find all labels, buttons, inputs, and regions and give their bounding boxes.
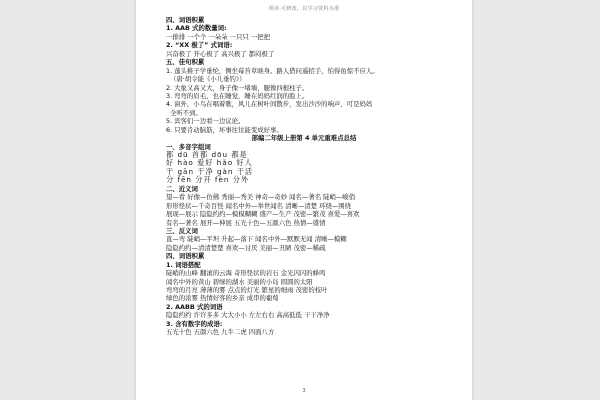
- text-line: （唐·胡令能《小儿垂钓》）: [170, 75, 246, 84]
- section-heading: 四、词语积累: [166, 16, 205, 24]
- section-heading: 一、多音字组词: [166, 142, 211, 151]
- text-line: 一排排 一个个 一朵朵 一只只 一把把: [166, 32, 270, 41]
- section-heading: 2. “XX 极了” 式词语:: [166, 41, 233, 50]
- text-line: 形形怪状—千奇百怪 闻名中外—举世闻名 清晰—清楚 环绕—围绕: [166, 201, 352, 210]
- text-line: 绿色的浓雾 热情好客的乡亲 成串的葡萄: [166, 294, 279, 303]
- section-heading: 四、词语积累: [166, 252, 205, 261]
- text-line: 3. 弯弯的眉毛，也在睡觉，睡在妈妈红润的脸上。: [166, 91, 309, 100]
- text-line: 有名—著名 展开—伸展 五光十色—五颜六色 热情—盛情: [166, 218, 326, 227]
- text-line: 隐隐约约 许许多多 大大小小 左左右右 高高低低 干干净净: [166, 311, 330, 320]
- section-heading: 1. 词语搭配: [166, 260, 201, 269]
- section-heading: 1. AAB 式的数量词:: [166, 24, 227, 33]
- section-heading: 3. 含有数字的成语:: [166, 319, 223, 328]
- text-line: 陡峭的山峰 翻滚的云海 奇形怪状的岩石 金光闪闪的蜂鸣: [166, 269, 326, 278]
- section-heading: 三、反义词: [166, 226, 198, 235]
- text-line: 五光十色 五颜六色 九牛二虎 四面八方: [166, 328, 275, 337]
- text-line: 弯弯的月亮 薄薄的雾 点点的灯光 繁星的细雨 茂密的枝叶: [166, 286, 328, 294]
- header-note: 预读·可修改，以学习资料为准: [268, 6, 340, 12]
- text-line: 好 hào 爱好 hǎo 好人: [166, 158, 253, 168]
- section-heading: 2. AABB 式的词语: [166, 302, 223, 311]
- section-heading: 二、近义词: [166, 184, 198, 193]
- text-line: 兴奋极了 开心极了 高兴极了 都闷极了: [166, 49, 275, 58]
- text-line: 展现—展示 隐隐约约—模模糊糊 盛产—生产 茂密—繁茂 喜爱—喜欢: [166, 210, 360, 219]
- text-line: 干 gān 干净 gàn 干活: [166, 166, 254, 176]
- text-line: 全听不到。: [170, 108, 202, 117]
- text-line: 4. 窗外，小鸟在唱着歌，风儿在树叶间散步，发出沙沙的响声，可是妈妈: [166, 100, 373, 109]
- section-heading: 五、佳句积累: [166, 58, 205, 67]
- text-line: 6. 只要肯动脑筋，坏事往往能变成好事。: [166, 125, 283, 134]
- section-heading: 部编二年级上册第 4 单元重难点总结: [251, 134, 357, 143]
- text-line: 都 dū 首都 dōu 都是: [166, 150, 248, 159]
- text-line: 5. 宾客们一边看一边议论。: [166, 117, 245, 126]
- text-line: 闻名中外的黄山 碧绿的湖水 美丽的小岛 圆圆的太阳: [166, 277, 313, 286]
- text-line: 望—看 好像—仿佛 秀丽—秀美 神奇—奇妙 闻名—著名 陡峭—峻俏: [166, 193, 356, 202]
- document-page: [136, 0, 472, 400]
- text-line: 直—弯 陡峭—平坦 升起—落下 闻名中外—默默无闻 清晰—模糊: [166, 235, 347, 244]
- text-line: 2. 大象又高又大，身子像一堵墙，腿像四根柱子。: [166, 83, 309, 92]
- text-line: 1. 蓬头稚子学垂纶，侧坐莓苔草映身。路人借问遥招手，怕得鱼惊不应人。: [166, 66, 379, 75]
- document-body: [166, 16, 466, 337]
- text-line: 分 fēn 分开 fèn 分外: [166, 175, 250, 185]
- text-line: 隐隐约约—清清楚楚 喜欢—讨厌 美丽—丑陋 茂密—稀疏: [166, 243, 326, 252]
- page-number: 3: [302, 388, 306, 394]
